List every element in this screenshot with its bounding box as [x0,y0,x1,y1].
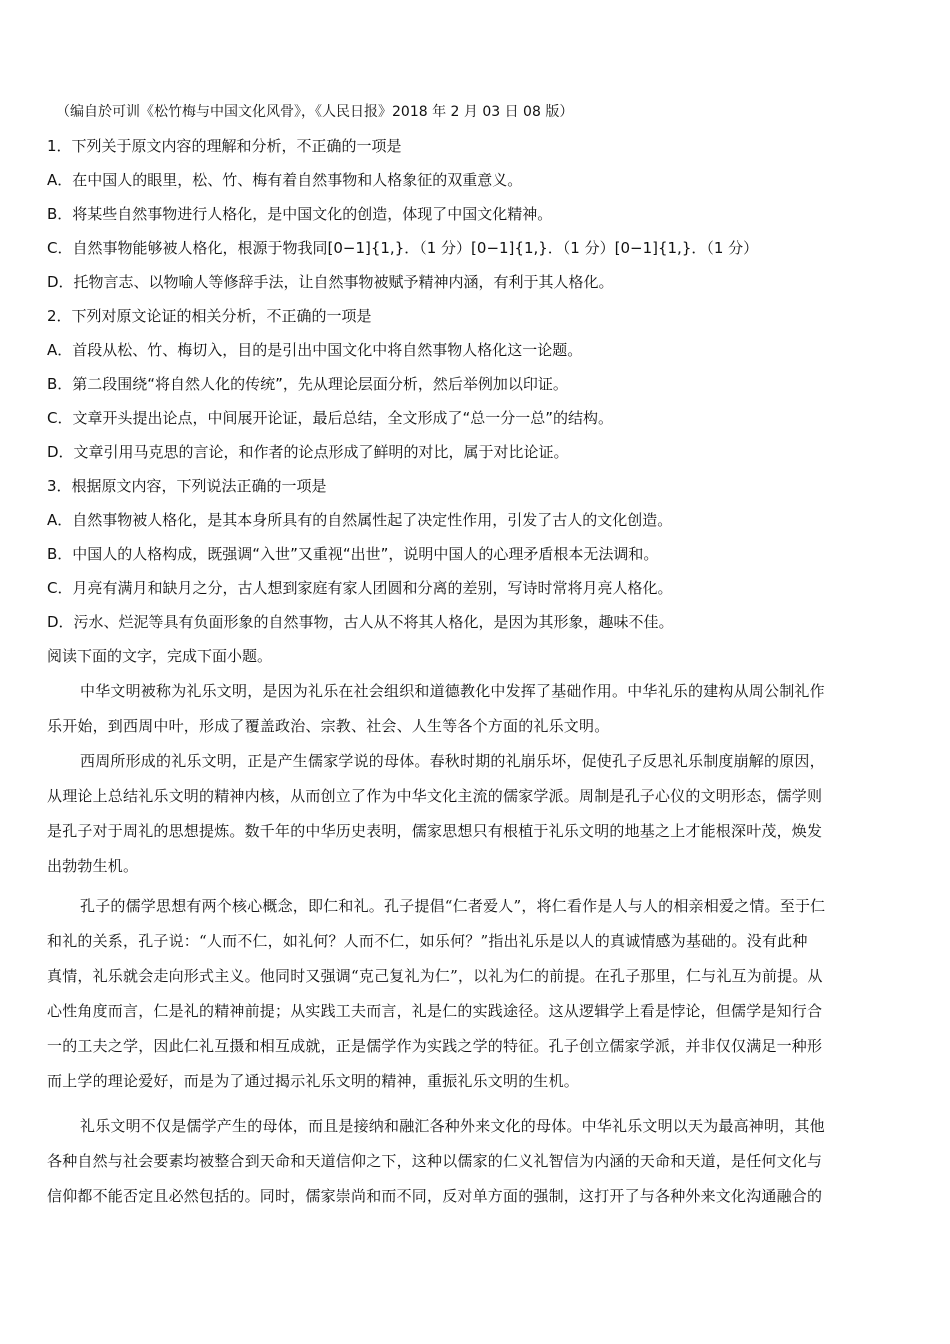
passage-line: 乐开始，到西周中叶，形成了覆盖政治、宗教、社会、人生等各个方面的礼乐文明。 [47,717,610,735]
source-citation: （编自於可训《松竹梅与中国文化风骨》，《人民日报》2018 年 2 月 03 日 08 版） [56,104,574,120]
passage-line: 西周所形成的礼乐文明，正是产生儒家学说的母体。春秋时期的礼崩乐坏，促使孔子反思礼乐制度崩解的原因， [80,752,825,770]
passage-line: 而上学的理论爱好，而是为了通过揭示礼乐文明的精神，重振礼乐文明的生机。 [47,1072,580,1090]
question-3-option-b: B．中国人的人格构成，既强调“入世”又重视“出世”，说明中国人的心理矛盾根本无法调和。 [47,545,659,563]
question-2-option-d: D．文章引用马克思的言论，和作者的论点形成了鲜明的对比，属于对比论证。 [47,443,569,461]
passage-line: 信仰都不能否定且必然包括的。同时，儒家崇尚和而不同，反对单方面的强制，这打开了与各种外来文化沟通融合的 [47,1187,823,1205]
question-1-stem: 1．下列关于原文内容的理解和分析，不正确的一项是 [47,137,402,155]
question-1-option-b: B．将某些自然事物进行人格化，是中国文化的创造，体现了中国文化精神。 [47,205,553,223]
passage-line: 一的工夫之学，因此仁礼互摄和相互成就，正是儒学作为实践之学的特征。孔子创立儒家学派，并非仅仅满足一种形 [47,1037,823,1055]
question-3-option-a: A．自然事物被人格化，是其本身所具有的自然属性起了决定性作用，引发了古人的文化创造。 [47,511,673,529]
passage-line: 从理论上总结礼乐文明的精神内核，从而创立了作为中华文化主流的儒家学派。周制是孔子心仪的文明形态，儒学则 [47,787,823,805]
passage-line: 和礼的关系，孔子说：“人而不仁，如礼何？人而不仁，如乐何？”指出礼乐是以人的真诚情感为基础的。没有此种 [47,932,808,950]
passage-line: 出勃勃生机。 [47,857,139,875]
question-2-stem: 2．下列对原文论证的相关分析，不正确的一项是 [47,307,372,325]
question-1-option-a: A．在中国人的眼里，松、竹、梅有着自然事物和人格象征的双重意义。 [47,171,523,189]
passage-line: 各种自然与社会要素均被整合到天命和天道信仰之下，这种以儒家的仁义礼智信为内涵的天命和天道，是任何文化与 [47,1152,823,1170]
passage-line: 心性角度而言，仁是礼的精神前提；从实践工夫而言，礼是仁的实践途径。这从逻辑学上看是悖论，但儒学是知行合 [47,1002,823,1020]
passage-line: 真情，礼乐就会走向形式主义。他同时又强调“克己复礼为仁”，以礼为仁的前提。在孔子那里，仁与礼互为前提。从 [47,967,823,985]
passage-line: 是孔子对于周礼的思想提炼。数千年的中华历史表明，儒家思想只有根植于礼乐文明的地基之上才能根深叶茂，焕发 [47,822,823,840]
question-1-option-d: D．托物言志、以物喻人等修辞手法，让自然事物被赋予精神内涵，有利于其人格化。 [47,273,614,291]
question-3-option-c: C．月亮有满月和缺月之分，古人想到家庭有家人团圆和分离的差别，写诗时常将月亮人格化。 [47,579,673,597]
passage-line: 礼乐文明不仅是儒学产生的母体，而且是接纳和融汇各种外来文化的母体。中华礼乐文明以天为最高神明，其他 [80,1117,825,1135]
passage-line: 孔子的儒学思想有两个核心概念，即仁和礼。孔子提倡“仁者爱人”，将仁看作是人与人的相亲相爱之情。至于仁 [80,897,826,915]
question-2-option-a: A．首段从松、竹、梅切入，目的是引出中国文化中将自然事物人格化这一论题。 [47,341,583,359]
question-3-stem: 3．根据原文内容，下列说法正确的一项是 [47,477,327,495]
question-3-option-d: D．污水、烂泥等具有负面形象的自然事物，古人从不将其人格化，是因为其形象，趣味不佳。 [47,613,674,631]
question-2-option-b: B．第二段围绕“将自然人化的传统”，先从理论层面分析，然后举例加以印证。 [47,375,568,393]
question-1-option-c: C．自然事物能够被人格化，根源于物我同[0−1]{1,}．（1 分）[0−1]{1,}．（1 分）[0−1]{1,}．（1 分） [47,239,759,257]
reading-instruction: 阅读下面的文字，完成下面小题。 [47,647,273,665]
passage-line: 中华文明被称为礼乐文明，是因为礼乐在社会组织和道德教化中发挥了基础作用。中华礼乐的建构从周公制礼作 [80,682,825,700]
question-2-option-c: C．文章开头提出论点，中间展开论证，最后总结，全文形成了“总一分一总”的结构。 [47,409,614,427]
